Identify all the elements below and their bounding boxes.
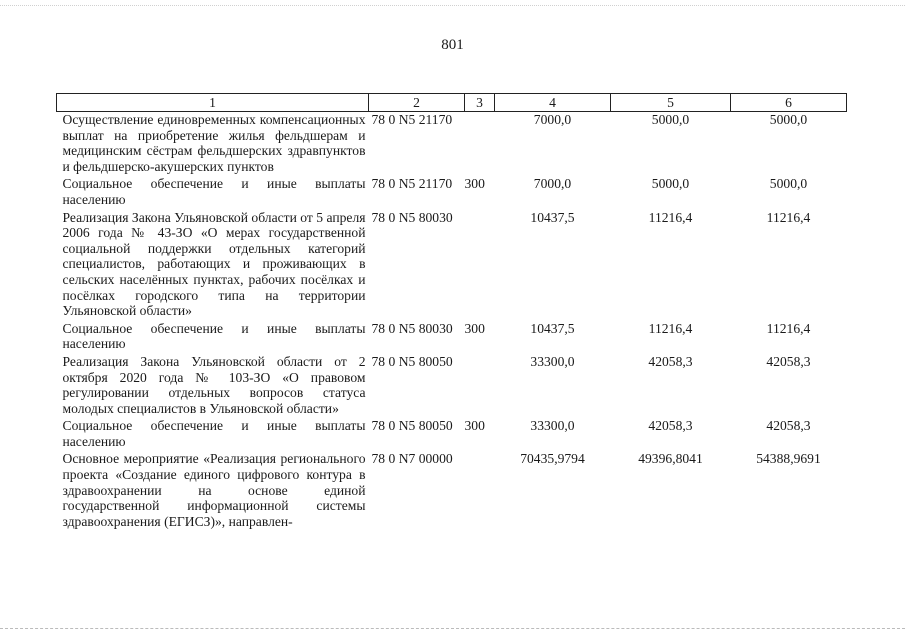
budget-table-wrapper xyxy=(56,93,846,531)
table-header xyxy=(57,94,847,112)
row-value-5: 42058,3 xyxy=(648,353,693,369)
row-vr xyxy=(465,451,495,531)
row-value-4: 10437,5 xyxy=(530,320,575,336)
row-value-6: 42058,3 xyxy=(766,418,811,434)
row-value-4: 10437,5 xyxy=(530,209,575,225)
row-name: Осуществление единовременных компенсационных выплат на приобретение жилья фельдшерам и медицинским сёстрам фельдшерских здравпунктов и фельдшерско-акушерских пунктов xyxy=(62,112,366,174)
row-code: 78 0 N5 21170 xyxy=(371,176,453,192)
row-name: Реализация Закона Ульяновской области от 5 апреля 2006 года № 43-ЗО «О мерах государственной социальной поддержки отдельных категорий специалистов, работающих и проживающих в сельских населённых пунктах, рабочих посёлках и посёлках городского типа на территории Ульяновской области» xyxy=(62,209,366,319)
table-row xyxy=(57,210,847,321)
table-row xyxy=(57,418,847,451)
row-code: 78 0 N7 00000 xyxy=(371,451,453,467)
row-vr xyxy=(465,210,495,321)
row-value-4: 33300,0 xyxy=(530,353,575,369)
row-value-6: 42058,3 xyxy=(766,353,811,369)
row-value-6: 5000,0 xyxy=(769,112,808,127)
row-vr: 300 xyxy=(464,418,485,434)
header-col-2: 2 xyxy=(369,94,465,112)
row-value-5: 49396,8041 xyxy=(638,451,703,467)
row-name: Реализация Закона Ульяновской области от 2 октября 2020 года № 103-ЗО «О правовом регулировании отдельных вопросов статуса молодых специалистов в Ульяновской области» xyxy=(62,353,366,416)
header-col-3: 3 xyxy=(465,94,495,112)
row-code: 78 0 N5 80030 xyxy=(371,320,453,336)
table-row xyxy=(57,112,847,177)
row-value-5: 42058,3 xyxy=(648,418,693,434)
table-row xyxy=(57,176,847,209)
row-name: Основное мероприятие «Реализация регионального проекта «Создание единого цифрового контура в здравоохранении на основе единой государственной информационной системы здравоохранения (ЕГИСЗ)», направлен- xyxy=(62,451,366,529)
row-vr: 300 xyxy=(464,320,485,336)
row-vr xyxy=(465,354,495,418)
budget-table xyxy=(56,93,847,531)
table-row xyxy=(57,451,847,531)
row-code: 78 0 N5 80050 xyxy=(371,418,453,434)
row-value-6: 11216,4 xyxy=(766,209,811,225)
row-name: Социальное обеспечение и иные выплаты населению xyxy=(62,320,366,352)
table-row xyxy=(57,321,847,354)
header-row xyxy=(57,94,847,112)
row-value-4: 7000,0 xyxy=(533,176,572,192)
row-name: Социальное обеспечение и иные выплаты населению xyxy=(62,176,366,207)
row-code: 78 0 N5 21170 xyxy=(371,112,453,127)
row-value-6: 11216,4 xyxy=(766,320,811,336)
row-name: Социальное обеспечение и иные выплаты населению xyxy=(62,418,366,449)
page-number: 801 xyxy=(441,37,464,53)
scan-top-edge xyxy=(0,5,905,6)
table-row xyxy=(57,354,847,418)
row-value-5: 5000,0 xyxy=(651,176,690,192)
row-value-4: 70435,9794 xyxy=(520,451,585,467)
row-value-6: 54388,9691 xyxy=(756,451,821,467)
row-code: 78 0 N5 80050 xyxy=(371,353,453,369)
header-col-6: 6 xyxy=(731,94,847,112)
table-body xyxy=(57,112,847,532)
row-vr: 300 xyxy=(464,176,485,192)
header-col-5: 5 xyxy=(611,94,731,112)
row-value-5: 11216,4 xyxy=(648,320,693,336)
header-col-4: 4 xyxy=(495,94,611,112)
row-value-5: 11216,4 xyxy=(648,209,693,225)
row-value-4: 33300,0 xyxy=(530,418,575,434)
header-col-1: 1 xyxy=(57,94,369,112)
row-value-6: 5000,0 xyxy=(769,176,808,192)
row-value-5: 5000,0 xyxy=(651,112,690,127)
row-value-4: 7000,0 xyxy=(533,112,572,127)
scan-bottom-edge xyxy=(0,628,905,629)
row-vr xyxy=(465,112,495,177)
row-code: 78 0 N5 80030 xyxy=(371,209,453,225)
